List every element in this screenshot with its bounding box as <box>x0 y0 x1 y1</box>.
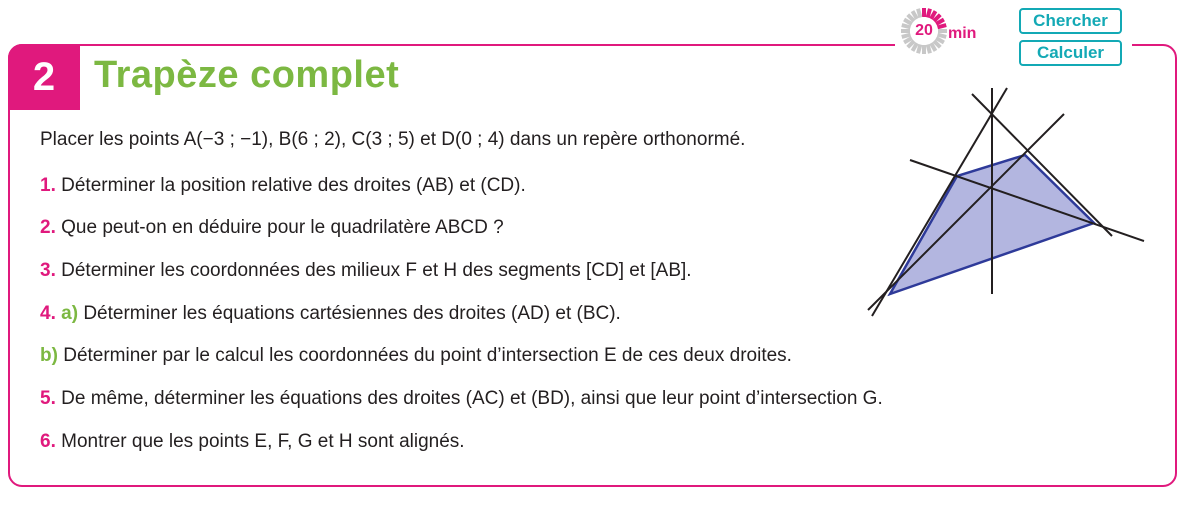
question-6 <box>40 430 465 453</box>
tag-calculer: Calculer <box>1019 40 1122 66</box>
question-number: 4. <box>40 303 56 324</box>
question-1 <box>40 174 526 197</box>
question-number: 3. <box>40 260 56 281</box>
exercise-title: Trapèze complet <box>94 54 400 96</box>
question-3 <box>40 259 692 282</box>
question-2 <box>40 216 504 239</box>
question-number: 6. <box>40 431 56 452</box>
question-number: 5. <box>40 388 56 409</box>
question-5 <box>40 387 883 410</box>
timer-tick <box>918 9 920 18</box>
question-sub-label: a) <box>61 303 79 324</box>
question-number: 2. <box>40 217 56 238</box>
question-4b <box>40 344 792 367</box>
question-4a <box>40 302 621 325</box>
tag-chercher: Chercher <box>1019 8 1122 34</box>
question-sub-label: b) <box>40 345 58 366</box>
exercise-number: 2 <box>8 44 80 110</box>
trapezoid-figure <box>860 86 1150 326</box>
question-text: De même, déterminer les équations des droites (AC) et (BD), ainsi que leur point d’intersection G. <box>55 388 883 409</box>
timer-unit: min <box>948 25 977 42</box>
timer-tick <box>918 45 920 54</box>
question-text: Montrer que les points E, F, G et H sont alignés. <box>55 431 465 452</box>
question-text: Déterminer par le calcul les coordonnées du point d’intersection E de ces deux droites. <box>57 345 792 366</box>
intro-text: Placer les points A(−3 ; −1), B(6 ; 2), C(3 ; 5) et D(0 ; 4) dans un repère orthonormé. <box>40 129 746 150</box>
timer-tick <box>928 9 930 18</box>
timer-tick <box>928 45 930 54</box>
question-text: Déterminer la position relative des droites (AB) et (CD). <box>55 175 526 196</box>
question-text: Déterminer les coordonnées des milieux F et H des segments [CD] et [AB]. <box>55 260 692 281</box>
question-number: 1. <box>40 175 56 196</box>
question-text: Que peut-on en déduire pour le quadrilatère ABCD ? <box>55 217 504 238</box>
question-text: Déterminer les équations cartésiennes des droites (AD) et (BC). <box>78 303 621 324</box>
timer-value: 20 <box>915 22 933 39</box>
